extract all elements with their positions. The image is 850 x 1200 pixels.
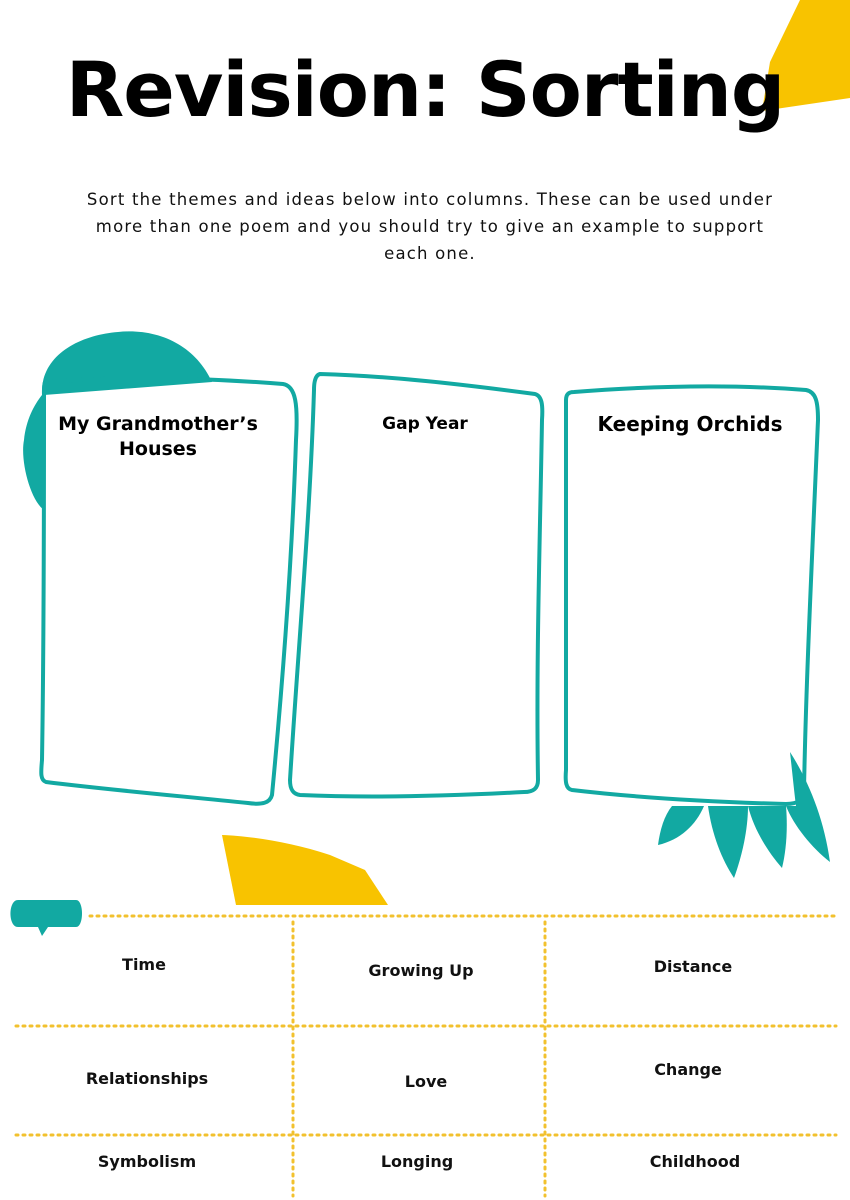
teal-leaf-2 [708, 806, 748, 878]
theme-time: Time [122, 955, 166, 974]
column-title-gap-year: Gap Year [382, 414, 468, 434]
teal-leaf-3 [748, 806, 787, 868]
theme-longing: Longing [380, 1152, 454, 1171]
teal-leaf-1 [658, 806, 704, 845]
column-title-keeping-orchids: Keeping Orchids [597, 412, 783, 436]
page-title: Revision: Sorting [65, 45, 785, 134]
yellow-shape-middle [222, 835, 388, 905]
instructions-text: Sort the themes and ideas below into columns. These can be used under more than one poem and you should try to give an example to support each one. [86, 190, 774, 263]
theme-growing-up: Growing Up [368, 961, 474, 980]
column-box-2 [290, 374, 542, 796]
teal-leaf-4 [786, 752, 830, 862]
column-title-grandmothers-houses: My Grandmother’s Houses [58, 413, 258, 460]
theme-love: Love [404, 1072, 448, 1091]
column-box-3 [566, 386, 818, 804]
theme-change: Change [654, 1060, 722, 1079]
theme-childhood: Childhood [649, 1152, 741, 1171]
speech-bubble-icon [11, 900, 83, 936]
theme-distance: Distance [653, 957, 733, 976]
theme-relationships: Relationships [85, 1069, 209, 1088]
theme-symbolism: Symbolism [97, 1152, 197, 1171]
